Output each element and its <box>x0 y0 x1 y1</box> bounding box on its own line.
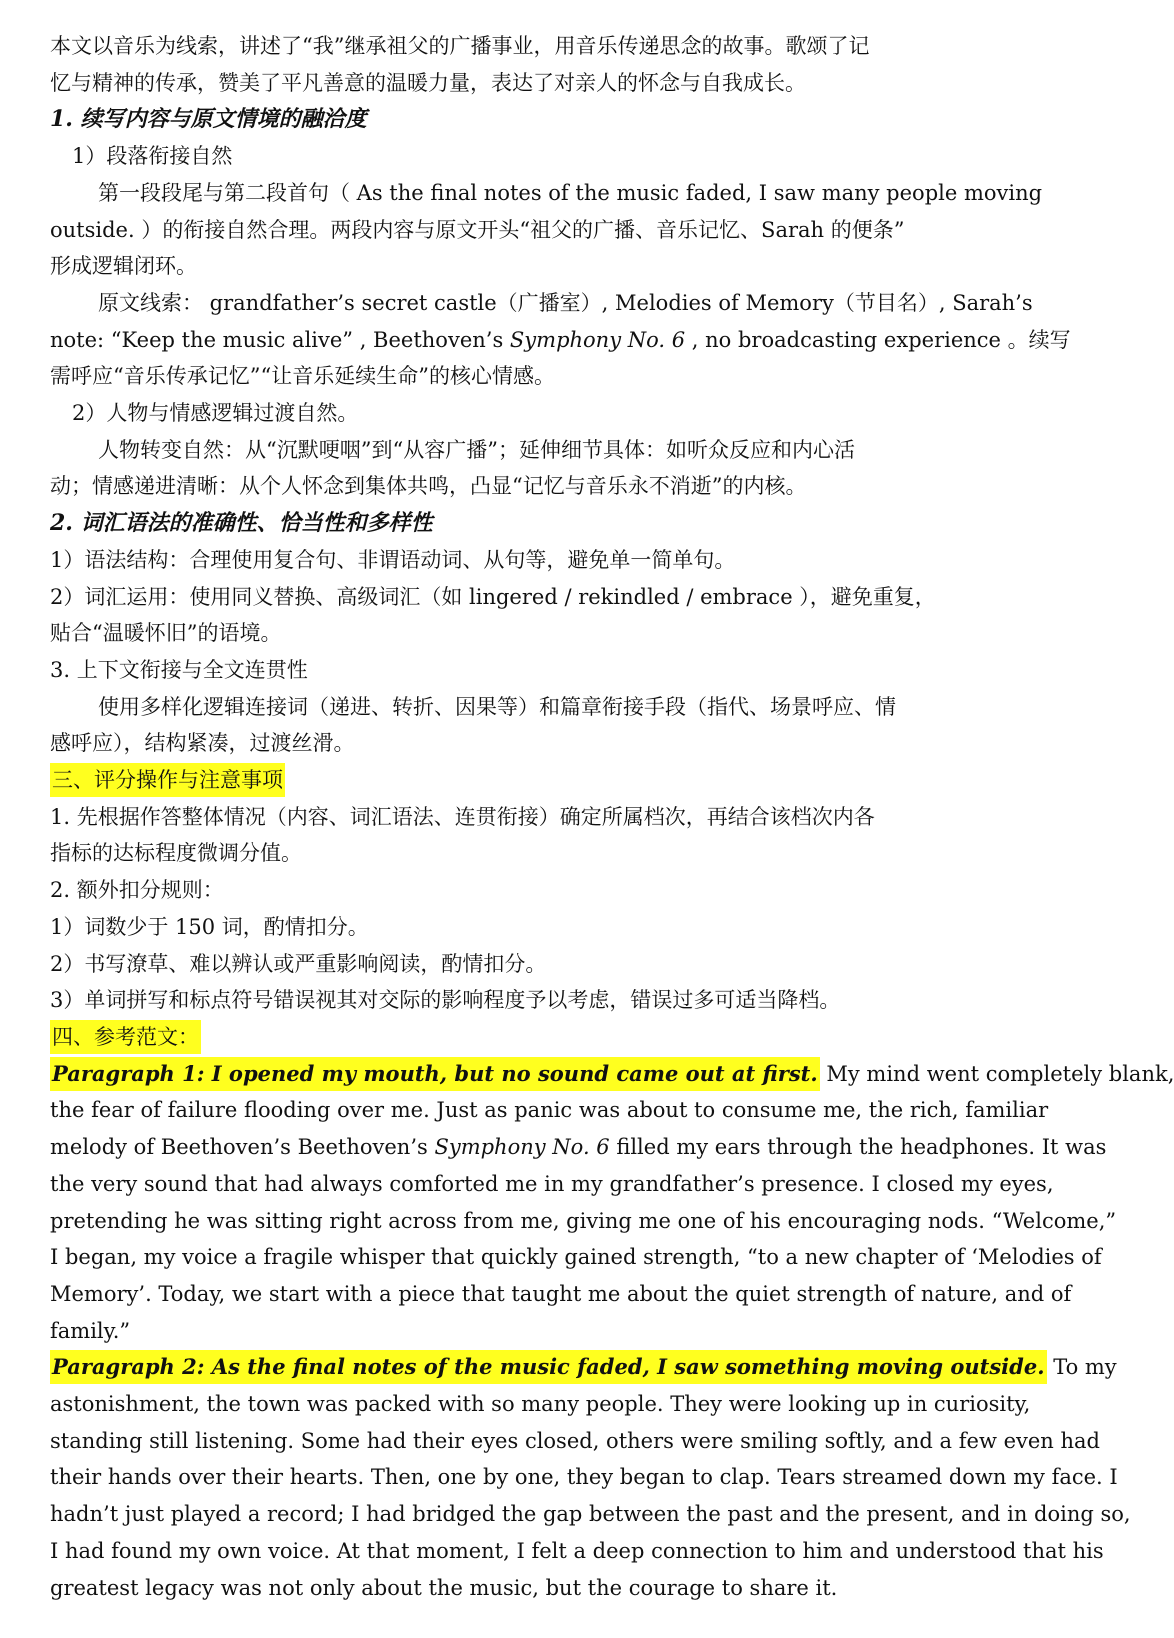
symphony-title: Symphony No. 6 <box>509 327 686 352</box>
section-2-item-3-line-2: 感呼应），结构紧凑，过渡丝滑。 <box>50 731 355 756</box>
text-run: , no broadcasting experience 。续写 <box>685 327 1071 352</box>
paragraph-1-heading: Paragraph 1: I opened my mouth, but no sound came out at first. <box>50 1057 820 1091</box>
section-3-heading-row <box>50 762 1030 799</box>
paragraph-1-line-6: I began, my voice a fragile whisper that quickly gained strength, “to a new chapter of ‘Melodies of <box>50 1245 1102 1270</box>
section-2-item-1: 1）语法结构：合理使用复合句、非谓语动词、从句等，避免单一简单句。 <box>50 547 736 572</box>
paragraph-1-line-3 <box>50 1129 1107 1166</box>
section-1-heading: 1. 续写内容与原文情境的融洽度 <box>50 106 367 133</box>
section-2-item-3-line-1: 使用多样化逻辑连接词（递进、转折、因果等）和篇章衔接手段（指代、场景呼应、情 <box>98 694 896 719</box>
paragraph-1-line-5: pretending he was sitting right across from me, giving me one of his encouraging nods. “Welcome,” <box>50 1208 1117 1233</box>
text-run: My mind went completely blank, <box>819 1061 1174 1086</box>
section-3-heading: 三、评分操作与注意事项 <box>50 763 285 797</box>
section-1-p1-line-1: 第一段段尾与第二段首句（ As the final notes of the music faded, I saw many people moving <box>98 180 1043 205</box>
section-1-sub-2: 2）人物与情感逻辑过渡自然。 <box>72 401 359 426</box>
intro-line-2: 忆与精神的传承，赞美了平凡善意的温暖力量，表达了对亲人的怀念与自我成长。 <box>50 70 806 95</box>
section-1-p2-line-1: 原文线索： grandfather’s secret castle（广播室）, Melodies of Memory（节目名）, Sarah’s <box>98 290 1033 315</box>
section-3-rule-2c: 3）单词拼写和标点符号错误视其对交际的影响程度予以考虑，错误过多可适当降档。 <box>50 988 841 1013</box>
paragraph-2-line-5: hadn’t just played a record; I had bridged the gap between the past and the present, and in doing so, <box>50 1502 1131 1527</box>
paragraph-2-line-7: greatest legacy was not only about the music, but the courage to share it. <box>50 1575 838 1600</box>
text-run: To my <box>1046 1355 1117 1380</box>
section-2-item-2-line-1: 2）词汇运用：使用同义替换、高级词汇（如 lingered / rekindled / embrace ），避免重复， <box>50 584 936 609</box>
text-run: filled my ears through the headphones. It was <box>609 1135 1107 1160</box>
section-3-rule-1-line-1: 1. 先根据作答整体情况（内容、词汇语法、连贯衔接）确定所属档次，再结合该档次内各 <box>50 804 875 829</box>
section-3-rule-1-line-2: 指标的达标程度微调分值。 <box>50 841 302 866</box>
section-3-rule-2: 2. 额外扣分规则： <box>50 878 224 903</box>
intro-line-1: 本文以音乐为线索，讲述了“我”继承祖父的广播事业，用音乐传递思念的故事。歌颂了记 <box>50 34 870 58</box>
paragraph-2-line-4: their hands over their hearts. Then, one by one, they began to clap. Tears streamed down my face. I <box>50 1465 1118 1490</box>
paragraph-2-line-6: I had found my own voice. At that moment, I felt a deep connection to him and understood that his <box>50 1538 1104 1563</box>
section-3-rule-2b: 2）书写潦草、难以辨认或严重影响阅读，酌情扣分。 <box>50 951 547 976</box>
paragraph-2-heading: Paragraph 2: As the final notes of the music faded, I saw something moving outside. <box>50 1350 1047 1384</box>
section-1-p3-line-1: 人物转变自然：从“沉默哽咽”到“从容广播”；延伸细节具体：如听众反应和内心活 <box>98 437 855 462</box>
section-1-sub-1: 1）段落衔接自然 <box>72 144 233 169</box>
symphony-title: Symphony No. 6 <box>434 1135 610 1160</box>
paragraph-2-line-2: astonishment, the town was packed with so many people. They were looking up in curiosity, <box>50 1392 1031 1417</box>
section-1-p3-line-2: 动；情感递进清晰：从个人怀念到集体共鸣，凸显“记忆与音乐永不消逝”的内核。 <box>50 474 807 499</box>
paragraph-1-line-1 <box>50 1056 1174 1093</box>
section-1-p1-line-2: outside. ）的衔接自然合理。两段内容与原文开头“祖父的广播、音乐记忆、Sarah 的便条” <box>50 217 905 242</box>
section-1-p2-line-2 <box>50 322 1071 359</box>
section-1-p1-line-3: 形成逻辑闭环。 <box>50 254 197 279</box>
section-4-heading-row <box>50 1019 1030 1056</box>
paragraph-1-line-2: the fear of failure flooding over me. Just as panic was about to consume me, the rich, familiar <box>50 1098 1049 1123</box>
section-3-rule-2a: 1）词数少于 150 词，酌情扣分。 <box>50 914 369 939</box>
paragraph-1-line-8: family.” <box>50 1318 131 1343</box>
section-4-heading: 四、参考范文： <box>50 1020 201 1054</box>
paragraph-1-line-7: Memory’. Today, we start with a piece that taught me about the quiet strength of nature, and of <box>50 1281 1072 1306</box>
section-1-p2-line-3: 需呼应“音乐传承记忆”“让音乐延续生命”的核心情感。 <box>50 364 555 389</box>
paragraph-2-line-3: standing still listening. Some had their eyes closed, others were smiling softly, and a few even had <box>50 1428 1100 1453</box>
section-2-heading: 2. 词汇语法的准确性、恰当性和多样性 <box>50 510 433 537</box>
text-run: melody of Beethoven’s Beethoven’s <box>50 1135 435 1160</box>
section-2-item-2-line-2: 贴合“温暖怀旧”的语境。 <box>50 621 282 646</box>
paragraph-2-line-1 <box>50 1349 1117 1386</box>
text-run: note: “Keep the music alive” , Beethoven’s <box>50 327 510 352</box>
section-2-item-3: 3. 上下文衔接与全文连贯性 <box>50 657 308 682</box>
paragraph-1-line-4: the very sound that had always comforted me in my grandfather’s presence. I closed my eyes, <box>50 1171 1054 1196</box>
